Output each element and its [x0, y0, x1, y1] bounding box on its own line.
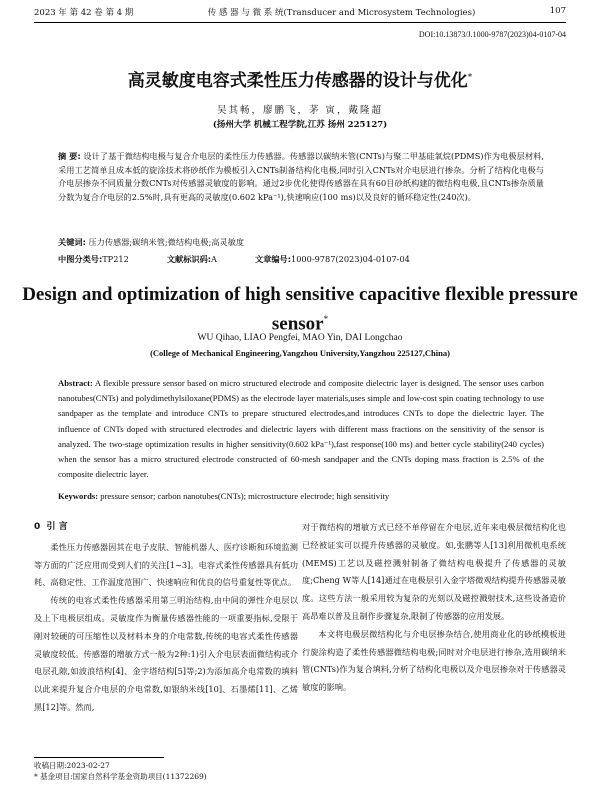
english-authors: WU Qihao, LIAO Pengfei, MAO Yin, DAI Longchao	[197, 333, 403, 343]
footnote-rule	[34, 757, 164, 758]
doi: DOI:10.13873/J.1000-9787(2023)04-0107-04	[418, 30, 566, 39]
section-number: 0	[34, 522, 41, 532]
running-header	[34, 6, 566, 20]
footnote	[34, 760, 207, 782]
english-title-text: Design and optimization of high sensitive capacitive flexible pressure sensor	[22, 284, 578, 335]
page-number: 107	[549, 6, 566, 16]
english-affiliation: (College of Mechanical Engineering,Yangzhou University,Yangzhou 225127,China)	[150, 348, 450, 358]
chinese-affiliation: (扬州大学 机械工程学院,江苏 扬州 225127)	[212, 120, 388, 130]
english-keywords-text: pressure sensor; carbon nanotubes(CNTs); microstructure electrode; high sensitivity	[100, 491, 390, 501]
body-paragraph: 柔性压力传感器因其在电子皮肤、智能机器人、医疗诊断和环境监测等方面的广泛应用而受到人们的关注[1~3]。电容式柔性传感器具有低功耗、高稳定性、工作温度范围广、快速响应和优良的信号重复性等优点。	[34, 541, 298, 588]
chinese-title	[0, 66, 600, 91]
clc-label: 中图分类号:	[58, 254, 103, 264]
section-heading	[34, 519, 298, 537]
article-number-value: 1000-9787(2023)04-0107-04	[291, 254, 410, 264]
classification-line	[58, 254, 544, 265]
english-abstract	[58, 376, 544, 482]
body-paragraph: 传统的电容式柔性传感器采用第三明治结构,由中间的弹性介电层以及上下电极层组成。灵敏度作为衡量传感器性能的一项重要指标,受限于刚对较硬的可压缩性以及材料本身的介电常数,传统的电容式柔性传感器灵敏度较低。传感器的增敏方式一般为2种:1)引入介电层表面微结构或介电层孔隙,如波浪结构[4]、金字塔结构[5]等;2)为添加高介电常数的填料以此来提升复合介电层的介电常数,如银纳米线[10]、石墨烯[11]、乙烯黑[12]等。然而,	[34, 595, 298, 712]
journal-name: 传 感 器 与 微 系 统(Transducer and Microsystem Technologies)	[207, 8, 476, 18]
doc-code-label: 文献标识码:	[166, 254, 212, 264]
section-title: 引 言	[46, 522, 68, 532]
body-paragraph: 本文将电极层微结构化与介电层掺杂结合,使用商业化的砂纸模板进行旋涂构造了柔性传感器微结构电极;同时对介电层进行掺杂,选用碳纳米管(CNTs)作为复合填料,分析了结构化电极以及介电层掺杂对于传感器灵敏度的影响。	[302, 628, 566, 693]
journal-issue: 2023 年 第 42 卷 第 4 期	[34, 8, 134, 18]
fund-note: * 基金项目:国家自然科学基金资助项目(11372269)	[34, 772, 207, 781]
doc-code-value: A	[211, 254, 217, 264]
english-title	[0, 283, 600, 336]
english-keywords-label: Keywords:	[58, 491, 99, 501]
chinese-abstract-text: 设计了基于微结构电极与复合介电层的柔性压力传感器。传感器以碳纳米管(CNTs)与聚二甲基硅氧烷(PDMS)作为电极层材料,采用工艺简单且成本低的旋涂技术将砂纸作为模板引入CNTs制备结构化电极,同时引入CNTs对介电层进行掺杂。分析了结构化电极与介电层掺杂不同质量分数CNTs对传感器灵敏度的影响。通过2步优化使得传感器在具有60目砂纸构建的微结构电极,且CNTs掺杂质量分数为复合介电层的2.5%时,具有更高的灵敏度(0.602 kPa⁻¹),快速响应(100 ms)以及良好的循环稳定性(240次)。	[58, 151, 544, 202]
chinese-authors: 吴其畅，廖鹏飞，茅 寅，戴隆超	[216, 105, 384, 116]
chinese-title-text: 高灵敏度电容式柔性压力传感器的设计与优化	[127, 71, 468, 91]
clc-value: TP212	[102, 254, 129, 264]
english-abstract-text: A flexible pressure sensor based on micro structured electrode and composite dielectric layer is designed. The sensor uses carbon nanotubes(CNTs) and polydimethylsiloxane(PDMS) as the electrode layer materials,uses simple and low-cost spin coating technology to use sandpaper as the template and introduce CNTs to prepare structured electrodes,and introduces CNTs to dope the dielectric layer. The influence of CNTs doped with structured electrodes and dielectric layers with different mass fractions on the sensitivity of the sensor is analyzed. The two-stage optimization results in higher sensitivity(0.602 kPa⁻¹),fast response(100 ms) and better cycle stability(240 cycles) when the sensor has a micro structured electrode constructed of 60-mesh sandpaper and the CNTs doping mass fraction is 2.5% of the composite dielectric layer.	[58, 378, 544, 480]
body-left-column	[34, 519, 298, 717]
chinese-abstract-label: 摘 要:	[58, 151, 81, 161]
english-title-footnote-marker: *	[323, 314, 329, 324]
chinese-abstract	[58, 150, 544, 204]
received-date: 收稿日期:2023-02-27	[34, 761, 110, 770]
chinese-keywords-text: 压力传感器;碳纳米管;微结构电极;高灵敏度	[88, 237, 245, 247]
english-abstract-label: Abstract:	[58, 378, 93, 388]
body-paragraph: 对于微结构的增敏方式已经不单停留在介电层,近年来电极层微结构化也已经被证实可以提升传感器的灵敏度。如,张鹏等人[13]利用微机电系统(MEMS)工艺以及磁控溅射制备了微结构电极提升了传感器的灵敏度;Cheng W等人[14]通过在电极层引入金字塔微观结构提升传感器灵敏度。这些方法一般采用较为复杂的光刻以及磁控溅射技术,这些设备造价高昂难以普及且制作步骤复杂,限制了传感器的应用发展。	[302, 522, 566, 621]
english-keywords	[58, 491, 544, 501]
article-number-label: 文章编号:	[254, 254, 291, 264]
chinese-keywords	[58, 237, 544, 248]
title-footnote-marker: *	[467, 72, 473, 83]
header-rule	[34, 22, 566, 23]
body-right-column	[302, 519, 566, 697]
chinese-keywords-label: 关键词:	[58, 237, 86, 247]
